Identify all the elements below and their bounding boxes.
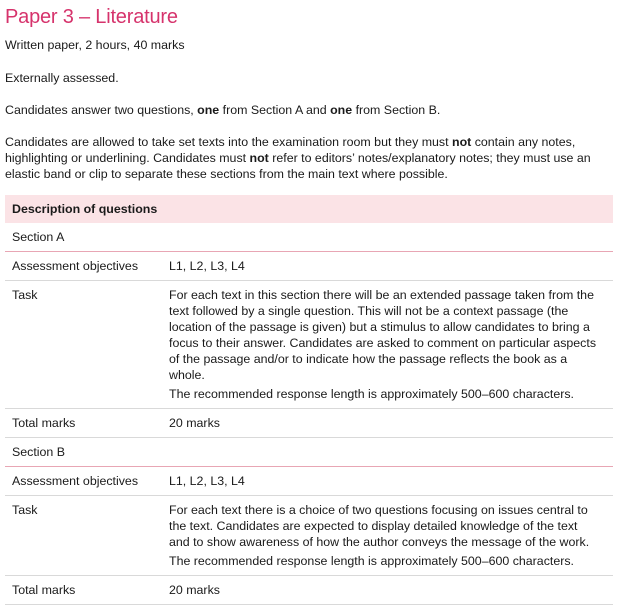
- emphasis-one: one: [330, 103, 353, 117]
- candidate-instructions-text: from Section B.: [352, 103, 441, 117]
- table-row: [5, 576, 613, 605]
- response-length-note: The recommended response length is approximately 500–600 characters.: [169, 387, 574, 401]
- assessment-objectives-label: Assessment objectives: [5, 252, 169, 281]
- table-header-row: [5, 195, 613, 223]
- set-texts-instructions: [5, 134, 613, 182]
- section-a-row: [5, 223, 613, 252]
- task-label: Task: [5, 496, 169, 576]
- assessment-objectives-label: Assessment objectives: [5, 467, 169, 496]
- task-cell: [169, 281, 613, 409]
- task-cell: [169, 496, 613, 576]
- section-b-row: [5, 438, 613, 467]
- task-description: For each text there is a choice of two questions focusing on issues central to the text. Candidates are expected to display detailed knowledge of the text and to show awareness of how the author conveys the message of the work.: [169, 503, 590, 549]
- table-row: [5, 252, 613, 281]
- assessment-objectives-value: L1, L2, L3, L4: [169, 252, 613, 281]
- table-row: [5, 467, 613, 496]
- emphasis-one: one: [197, 103, 220, 117]
- table-row: [5, 281, 613, 409]
- task-description: For each text in this section there will be an extended passage taken from the text followed by a single question. This will not be a context passage (the location of the passage is given) but a stimulus to allow candidates to bring a focus to their answer. Candidates are asked to comment on particular aspects of the passage and/or to indicate how the passage reflects the book as a whole.: [169, 288, 597, 382]
- set-texts-text: Candidates are allowed to take set texts into the examination room but they must: [5, 135, 452, 149]
- total-marks-label: Total marks: [5, 576, 169, 605]
- response-length-note: The recommended response length is approximately 500–600 characters.: [169, 554, 574, 568]
- table-heading: Description of questions: [5, 195, 613, 223]
- paper-summary: Written paper, 2 hours, 40 marks: [5, 38, 185, 52]
- task-label: Task: [5, 281, 169, 409]
- total-marks-value: 20 marks: [169, 576, 613, 605]
- assessment-objectives-value: L1, L2, L3, L4: [169, 467, 613, 496]
- total-marks-value: 20 marks: [169, 409, 613, 438]
- table-row: [5, 409, 613, 438]
- emphasis-not: not: [452, 135, 472, 149]
- candidate-instructions-text: Candidates answer two questions,: [5, 103, 198, 117]
- section-b-heading: Section B: [5, 438, 613, 467]
- questions-table: [5, 195, 613, 605]
- emphasis-not: not: [249, 151, 269, 165]
- set-texts-text: refer to editors’ notes/explanatory notes; they must use an elastic band or clip to separate these sections from the main text where possible.: [5, 151, 591, 181]
- page-title: Paper 3 – Literature: [5, 6, 178, 28]
- candidate-instructions: [5, 102, 613, 118]
- total-marks-label: Total marks: [5, 409, 169, 438]
- table-row: [5, 496, 613, 576]
- assessment-type: Externally assessed.: [5, 71, 119, 85]
- candidate-instructions-text: from Section A and: [219, 103, 331, 117]
- section-a-heading: Section A: [5, 223, 613, 252]
- set-texts-text: contain any notes, highlighting or underlining. Candidates must: [5, 135, 576, 165]
